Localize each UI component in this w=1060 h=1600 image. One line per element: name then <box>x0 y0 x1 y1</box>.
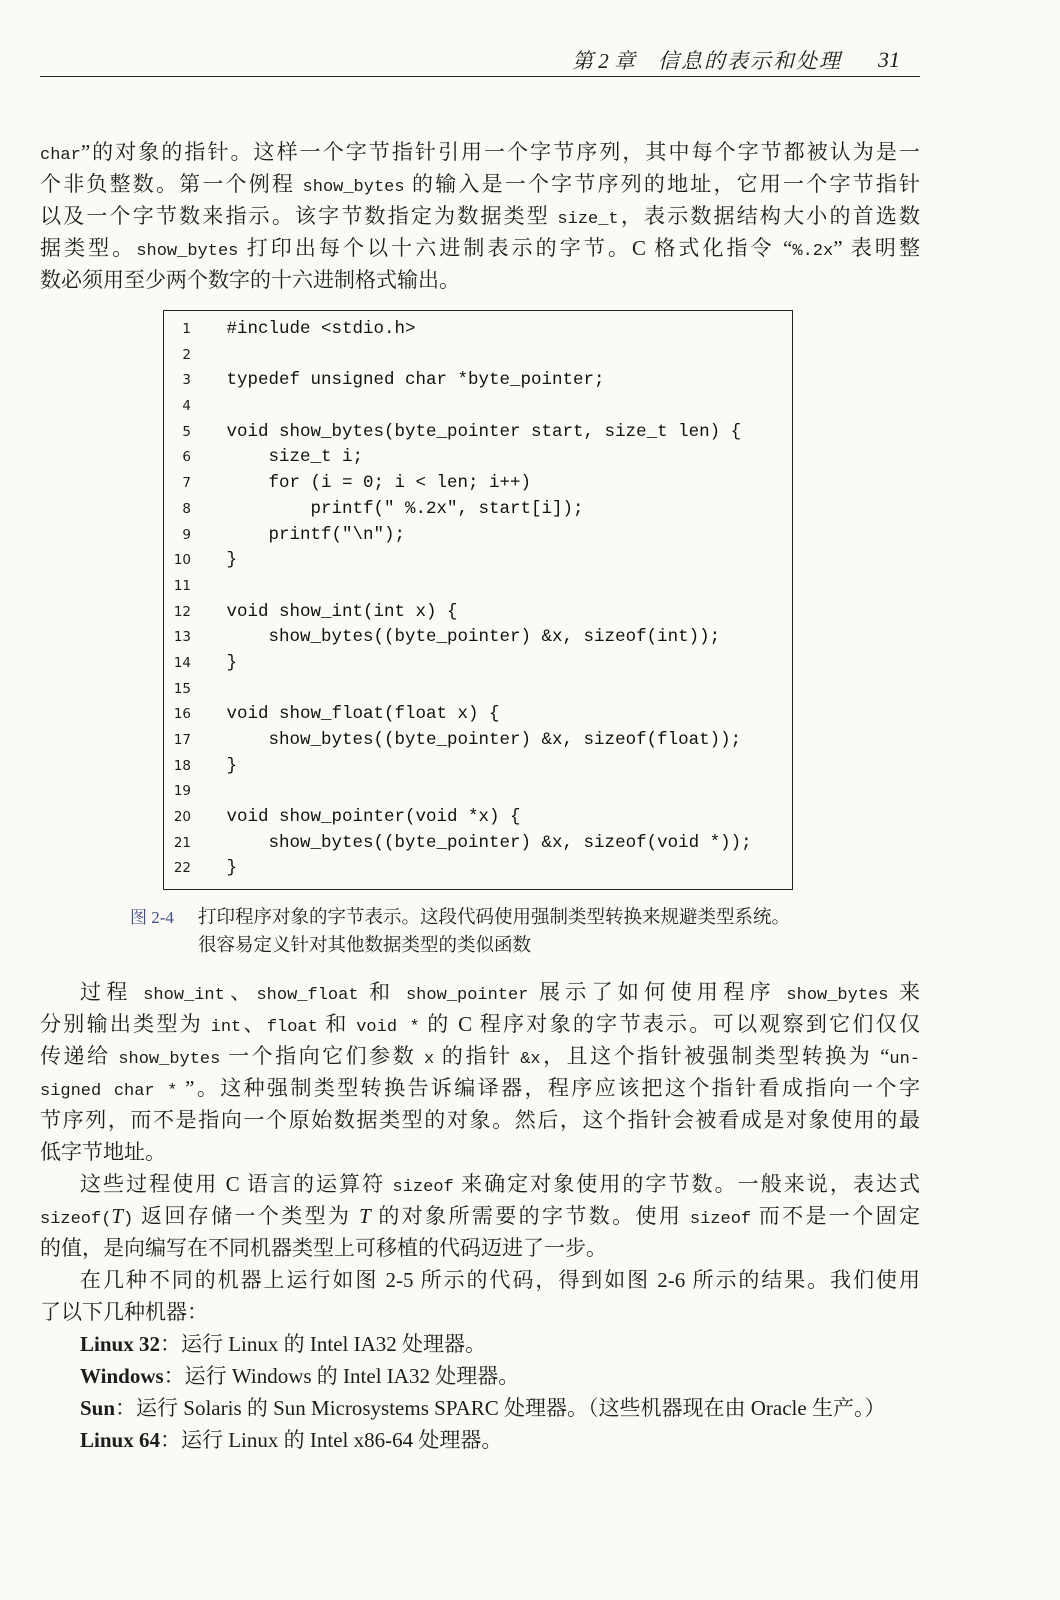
paragraph-line <box>40 1136 920 1168</box>
inline-code: &x <box>520 1050 541 1069</box>
code-line <box>164 651 792 677</box>
code-text: size_t i; <box>226 447 364 468</box>
code-line <box>164 497 792 523</box>
paragraph-line <box>40 1264 920 1296</box>
line-number: 13 <box>173 629 191 646</box>
header-rule <box>40 76 920 77</box>
code-line <box>164 548 792 574</box>
line-text: 打印出每个以十六进制表示的字节。C 格式化指令 “ <box>238 236 793 260</box>
inline-code: %.2x <box>792 242 834 261</box>
line-number: 8 <box>182 500 191 517</box>
line-number: 21 <box>173 834 191 851</box>
code-text: #include <stdio.h> <box>226 319 416 339</box>
line-text: 的输入是一个字节序列的地址，它用一个字节指针 <box>404 172 921 196</box>
line-text: 据类型。 <box>40 236 137 260</box>
code-line <box>164 754 792 780</box>
code-line <box>164 420 792 446</box>
code-line <box>164 805 792 831</box>
machine-description: ：运行 Windows 的 Intel IA32 处理器。 <box>163 1364 520 1388</box>
caption-text <box>198 904 890 960</box>
paragraph-line <box>40 200 920 232</box>
code-line <box>164 394 792 420</box>
line-text: ，且这个指针被强制类型转换为 “ <box>540 1044 890 1068</box>
line-text: ” 表明整 <box>833 236 921 260</box>
code-text: show_bytes((byte_pointer) &x, sizeof(int)); <box>226 627 721 648</box>
code-text: show_bytes((byte_pointer) &x, sizeof(float)); <box>226 730 742 750</box>
code-line <box>164 702 792 728</box>
inline-code: float <box>266 1018 318 1037</box>
line-text: 和 <box>358 980 406 1004</box>
type-variable: T <box>111 1204 124 1228</box>
figure-label: 图 2-4 <box>130 908 174 927</box>
code-text: } <box>226 755 238 776</box>
line-number: 10 <box>173 552 191 569</box>
inline-code: char <box>40 146 81 165</box>
line-text: 这些过程使用 C 语言的运算符 <box>80 1172 393 1196</box>
paragraph-3 <box>40 1168 920 1264</box>
caption-line: 打印程序对象的字节表示。这段代码使用强制类型转换来规避类型系统。 <box>198 908 791 928</box>
line-number: 6 <box>182 449 191 466</box>
inline-code: size_t <box>557 210 619 229</box>
paragraph-1 <box>40 136 920 296</box>
paragraph-line <box>40 136 920 168</box>
running-header <box>40 44 920 76</box>
machine-description: ：运行 Linux 的 Intel IA32 处理器。 <box>159 1332 487 1356</box>
chapter-title: 信息的表示和处理 <box>658 49 842 73</box>
inline-code: signed char * <box>40 1082 178 1101</box>
machine-description: ：运行 Solaris 的 Sun Microsystems SPARC 处理器。（这些机器现在由 Oracle 生产。） <box>115 1396 886 1420</box>
paragraph-line <box>40 1104 920 1136</box>
type-variable: T <box>359 1204 371 1228</box>
line-number: 16 <box>173 706 191 723</box>
line-text: 和 <box>317 1012 357 1036</box>
code-text: void show_bytes(byte_pointer start, size_t len) { <box>226 421 742 442</box>
line-number: 4 <box>182 398 191 415</box>
line-text: 过程 <box>80 980 144 1004</box>
inline-code: sizeof( <box>40 1210 112 1229</box>
line-text: 节序列，而不是指向一个原始数据类型的对象。然后，这个指针会被看成是对象使用的最 <box>40 1108 920 1132</box>
code-line <box>164 471 792 497</box>
paragraph-line <box>40 232 920 264</box>
machine-name: Sun <box>80 1396 116 1420</box>
line-text: 低字节地址。 <box>40 1140 166 1164</box>
line-number: 1 <box>182 321 191 337</box>
line-number: 14 <box>173 654 191 671</box>
paragraph-line <box>40 264 920 296</box>
paragraph-line <box>40 1200 920 1232</box>
line-text: 个非负整数。第一个例程 <box>40 172 303 196</box>
inline-code: show_bytes <box>786 986 889 1005</box>
page-number: 31 <box>878 47 900 72</box>
line-number: 3 <box>182 372 191 389</box>
paragraph-line <box>40 976 920 1008</box>
code-text: } <box>226 550 238 571</box>
caption-line: 很容易定义针对其他数据类型的类似函数 <box>198 936 532 956</box>
line-number: 15 <box>173 680 191 697</box>
code-line <box>164 779 792 805</box>
line-text: 一个指向它们参数 <box>220 1044 424 1068</box>
line-number: 11 <box>173 577 191 594</box>
machine-item <box>40 1328 920 1360</box>
code-text: typedef unsigned char *byte_pointer; <box>226 370 605 391</box>
machine-name: Linux 32 <box>80 1332 160 1356</box>
code-listing <box>163 310 793 890</box>
line-text: 的 C 程序对象的字节表示。可以观察到它们仅仅 <box>419 1012 921 1036</box>
line-number: 22 <box>173 860 191 877</box>
machine-name: Windows <box>80 1364 164 1388</box>
code-line <box>164 600 792 626</box>
inline-code: show_bytes <box>302 178 405 197</box>
machine-item <box>40 1392 920 1424</box>
paragraph-line <box>40 1040 920 1072</box>
line-text: 的指针 <box>434 1044 521 1068</box>
inline-code: show_pointer <box>405 986 529 1005</box>
body-text <box>40 976 920 1456</box>
machine-description: ：运行 Linux 的 Intel x86-64 处理器。 <box>159 1428 503 1452</box>
code-text: } <box>226 652 238 673</box>
code-line <box>164 343 792 369</box>
paragraph-line <box>40 1168 920 1200</box>
line-text: 返回存储一个类型为 <box>133 1204 359 1228</box>
line-number: 9 <box>182 526 191 543</box>
inline-code: int <box>210 1018 242 1037</box>
code-text: printf("\n"); <box>226 524 406 545</box>
paragraph-line <box>40 168 920 200</box>
paragraph-line <box>40 1296 920 1328</box>
code-text: } <box>226 858 238 879</box>
inline-code: show_float <box>256 986 359 1005</box>
code-line <box>164 856 792 882</box>
code-text: printf(" %.2x", start[i]); <box>226 498 584 519</box>
code-line <box>164 317 792 343</box>
line-text: 展示了如何使用程序 <box>528 980 787 1004</box>
line-text: 来 <box>888 980 921 1004</box>
code-line <box>164 445 792 471</box>
inline-code: void * <box>356 1018 420 1037</box>
line-text: 而不是一个固定 <box>751 1204 921 1228</box>
code-text: for (i = 0; i < len; i++) <box>226 473 532 494</box>
paragraph-line <box>40 1008 920 1040</box>
line-text: 以及一个字节数来指示。该字节数指定为数据类型 <box>40 204 558 228</box>
line-text: 了以下几种机器： <box>40 1300 208 1324</box>
code-text: void show_float(float x) { <box>226 704 500 725</box>
line-text: 数必须用至少两个数字的十六进制格式输出。 <box>40 268 460 292</box>
line-text: ”。这种强制类型转换告诉编译器，程序应该把这个指针看成指向一个字 <box>177 1076 920 1100</box>
line-number: 2 <box>182 346 191 363</box>
code-line <box>164 625 792 651</box>
code-line <box>164 574 792 600</box>
paragraph-4 <box>40 1264 920 1328</box>
inline-code: sizeof <box>392 1178 454 1197</box>
line-text: 、 <box>241 1012 267 1036</box>
line-text: ”的对象的指针。这样一个字节指针引用一个字节序列，其中每个字节都被认为是一 <box>80 140 920 164</box>
paragraph-line <box>40 1232 920 1264</box>
inline-code: un- <box>889 1050 921 1069</box>
paragraph-line <box>40 1072 920 1104</box>
code-text: void show_pointer(void *x) { <box>226 807 521 828</box>
machine-item <box>40 1360 920 1392</box>
inline-code: show_bytes <box>118 1050 221 1069</box>
line-text: ，表示数据结构大小的首选数 <box>618 204 920 228</box>
line-number: 18 <box>173 757 191 774</box>
line-number: 20 <box>173 809 191 826</box>
machine-item <box>40 1424 920 1456</box>
inline-code: show_int <box>143 986 225 1005</box>
machine-name: Linux 64 <box>80 1428 160 1452</box>
line-number: 5 <box>182 423 191 440</box>
paragraph-2 <box>40 976 920 1168</box>
inline-code: x <box>423 1050 435 1069</box>
line-number: 17 <box>173 732 191 748</box>
line-text: 的值，是向编写在不同机器类型上可移植的代码迈进了一步。 <box>40 1236 607 1260</box>
line-text: 、 <box>224 980 257 1004</box>
code-line <box>164 831 792 857</box>
chapter-number: 第 2 章 <box>572 49 635 73</box>
inline-code: sizeof <box>689 1210 752 1229</box>
line-text: 传递给 <box>40 1044 119 1068</box>
line-number: 12 <box>173 603 191 620</box>
line-text: 的对象所需要的字节数。使用 <box>370 1204 690 1228</box>
code-text: show_bytes((byte_pointer) &x, sizeof(void *)); <box>226 832 752 853</box>
code-line <box>164 677 792 703</box>
figure-caption <box>130 904 890 960</box>
line-text: 分别输出类型为 <box>40 1012 211 1036</box>
line-text: 来确定对象使用的字节数。一般来说，表达式 <box>453 1172 920 1196</box>
line-number: 19 <box>173 783 191 800</box>
code-line <box>164 368 792 394</box>
inline-code: ) <box>123 1210 134 1229</box>
inline-code: show_bytes <box>136 242 239 261</box>
line-number: 7 <box>182 475 191 492</box>
line-text: 在几种不同的机器上运行如图 2-5 所示的代码，得到如图 2-6 所示的结果。我们使用 <box>80 1268 920 1292</box>
code-line <box>164 523 792 549</box>
machine-list <box>40 1328 920 1456</box>
code-line <box>164 728 792 754</box>
code-text: void show_int(int x) { <box>226 601 458 622</box>
